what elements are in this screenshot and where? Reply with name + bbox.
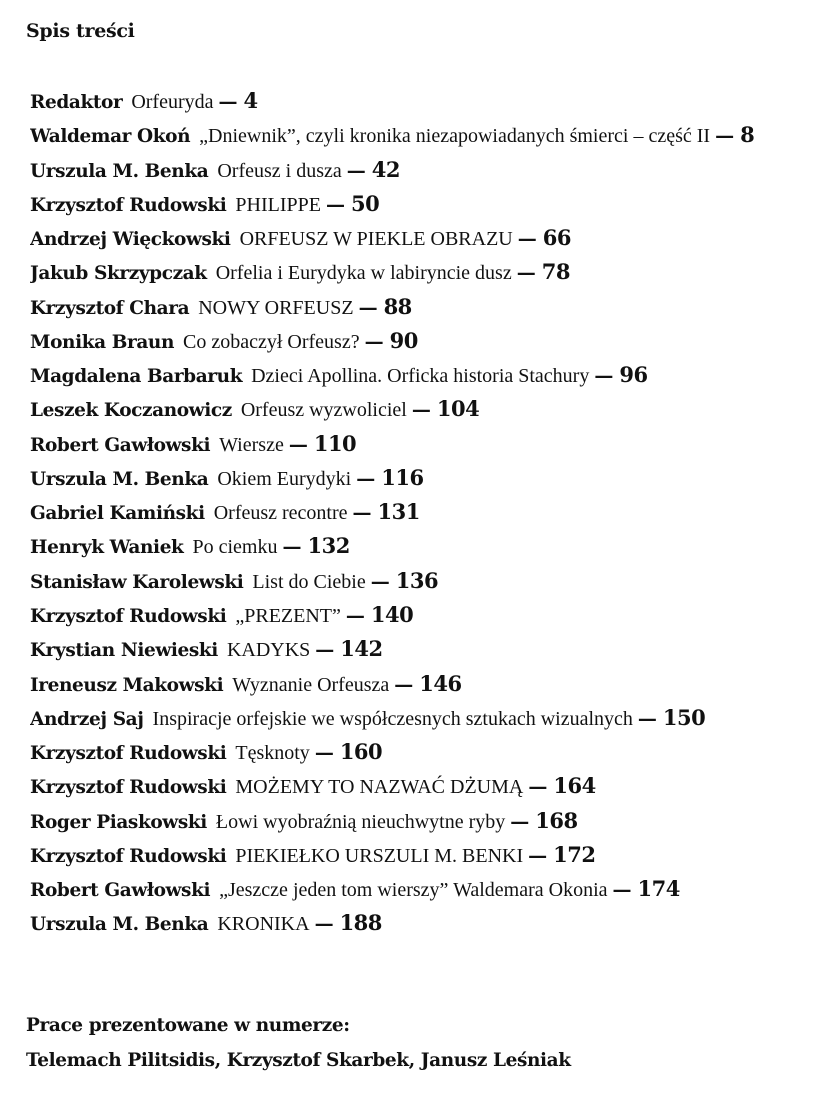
entry-title: Wiersze bbox=[219, 433, 284, 456]
entry-author: Leszek Koczanowicz bbox=[30, 400, 232, 422]
entry-title: Orfeuryda bbox=[131, 91, 214, 113]
entry-author: Waldemar Okoń bbox=[30, 126, 191, 148]
entry-page-number: 140 bbox=[370, 601, 414, 627]
entry-title: Inspiracje orfejskie we współczesnych sztukach wizualnych bbox=[152, 707, 633, 730]
entry-page-number: 172 bbox=[553, 841, 596, 867]
entry-dash: — bbox=[314, 913, 334, 936]
entry-author: Robert Gawłowski bbox=[30, 434, 211, 456]
entry-author: Magdalena Barbaruk bbox=[30, 366, 243, 388]
entry-author: Krzysztof Rudowski bbox=[30, 743, 227, 765]
entry-author: Krzysztof Rudowski bbox=[30, 777, 227, 799]
entry-dash: — bbox=[517, 228, 537, 251]
entry-author: Henryk Waniek bbox=[30, 537, 184, 559]
entry-page-number: 174 bbox=[637, 876, 680, 902]
entry-author: Krzysztof Rudowski bbox=[30, 605, 227, 627]
featured-works-section bbox=[26, 1008, 571, 1078]
entry-page-number: 88 bbox=[383, 293, 412, 319]
entry-author: Jakub Skrzypczak bbox=[30, 263, 207, 285]
entry-page-number: 78 bbox=[541, 259, 570, 285]
toc-entry bbox=[30, 564, 832, 598]
entry-author: Redaktor bbox=[30, 92, 123, 113]
toc-entry bbox=[30, 735, 832, 769]
entry-dash: — bbox=[411, 399, 431, 422]
entry-author: Andrzej Więckowski bbox=[30, 229, 231, 251]
entry-page-number: 136 bbox=[395, 567, 439, 593]
entry-page-number: 131 bbox=[377, 499, 420, 525]
entry-page-number: 150 bbox=[662, 704, 706, 730]
entry-dash: — bbox=[345, 604, 365, 627]
entry-author: Stanisław Karolewski bbox=[30, 571, 244, 593]
toc-entry bbox=[30, 701, 832, 735]
toc-entry bbox=[30, 667, 832, 701]
entry-page-number: 90 bbox=[389, 327, 418, 353]
entry-page-number: 4 bbox=[243, 88, 258, 113]
entry-title: Okiem Eurydyki bbox=[217, 467, 352, 490]
entry-title: PHILIPPE bbox=[235, 193, 321, 216]
entry-page-number: 96 bbox=[619, 362, 648, 388]
entry-dash: — bbox=[358, 296, 378, 319]
toc-entry bbox=[30, 804, 832, 838]
entry-dash: — bbox=[315, 639, 335, 662]
page-title: Spis treści bbox=[26, 20, 135, 42]
entry-dash: — bbox=[314, 742, 334, 765]
entry-title: PIEKIEŁKO URSZULI M. BENKI bbox=[235, 844, 524, 867]
entry-dash: — bbox=[637, 707, 657, 730]
entry-title: Orfeusz i dusza bbox=[217, 159, 342, 182]
entry-author: Gabriel Kamiński bbox=[30, 503, 205, 525]
toc-entry bbox=[30, 906, 832, 940]
toc-entry bbox=[30, 221, 832, 255]
entry-dash: — bbox=[364, 330, 384, 353]
entry-dash: — bbox=[370, 570, 390, 593]
entry-dash: — bbox=[528, 776, 548, 799]
entry-page-number: 168 bbox=[535, 807, 578, 833]
entry-page-number: 188 bbox=[339, 910, 382, 936]
entry-title: Łowi wyobraźnią nieuchwytne ryby bbox=[215, 810, 506, 833]
entry-author: Urszula M. Benka bbox=[30, 468, 209, 490]
entry-author: Krzysztof Rudowski bbox=[30, 194, 227, 216]
entry-dash: — bbox=[594, 365, 614, 388]
entry-page-number: 110 bbox=[313, 430, 357, 456]
toc-entry bbox=[30, 529, 832, 563]
entry-title: KRONIKA bbox=[217, 913, 310, 936]
entry-dash: — bbox=[510, 810, 530, 833]
toc-entry bbox=[30, 495, 832, 529]
entry-page-number: 164 bbox=[553, 773, 596, 799]
entry-title: NOWY ORFEUSZ bbox=[198, 296, 354, 319]
toc-entry bbox=[30, 324, 832, 358]
toc-entry bbox=[30, 153, 832, 187]
entry-title: Po ciemku bbox=[192, 536, 278, 559]
entry-dash: — bbox=[352, 502, 372, 525]
entry-title: KADYKS bbox=[226, 639, 311, 662]
entry-title: „PREZENT” bbox=[235, 604, 341, 627]
entry-author: Robert Gawłowski bbox=[30, 880, 211, 902]
entry-title: Tęsknoty bbox=[235, 742, 310, 765]
featured-artists: Telemach Pilitsidis, Krzysztof Skarbek, Janusz Leśniak bbox=[26, 1050, 571, 1071]
entry-dash: — bbox=[394, 673, 414, 696]
entry-title: Orfeusz recontre bbox=[213, 502, 348, 525]
toc-entry bbox=[30, 392, 832, 426]
entry-dash: — bbox=[346, 159, 366, 182]
toc-entry bbox=[30, 290, 832, 324]
toc-entry bbox=[30, 461, 832, 495]
toc-entry bbox=[30, 427, 832, 461]
entry-page-number: 66 bbox=[542, 225, 571, 251]
toc-entry bbox=[30, 358, 832, 392]
entry-author: Andrzej Saj bbox=[30, 708, 144, 730]
entry-author: Monika Braun bbox=[30, 331, 175, 353]
entry-title: Wyznanie Orfeusza bbox=[232, 673, 390, 696]
entry-page-number: 160 bbox=[339, 739, 383, 765]
featured-works-label: Prace prezentowane w numerze: bbox=[26, 1015, 350, 1036]
entry-page-number: 8 bbox=[740, 122, 755, 148]
entry-title: „Jeszcze jeden tom wierszy” Waldemara Okonia bbox=[219, 879, 608, 902]
entry-author: Krystian Niewieski bbox=[30, 640, 218, 662]
entry-dash: — bbox=[516, 262, 536, 285]
entry-title: Orfelia i Eurydyka w labiryncie dusz bbox=[215, 262, 512, 285]
toc-entry bbox=[30, 84, 832, 118]
entry-dash: — bbox=[282, 536, 302, 559]
toc-entry bbox=[30, 632, 832, 666]
toc-entry bbox=[30, 872, 832, 906]
entry-dash: — bbox=[612, 879, 632, 902]
entry-title: List do Ciebie bbox=[252, 570, 366, 593]
entry-dash: — bbox=[288, 433, 308, 456]
entry-page-number: 142 bbox=[340, 636, 383, 662]
entry-page-number: 132 bbox=[307, 533, 350, 559]
entry-page-number: 146 bbox=[419, 670, 462, 696]
entry-author: Urszula M. Benka bbox=[30, 914, 209, 936]
toc-list bbox=[30, 84, 832, 941]
entry-title: ORFEUSZ W PIEKLE OBRAZU bbox=[239, 228, 513, 251]
toc-entry bbox=[30, 187, 832, 221]
entry-title: Co zobaczył Orfeusz? bbox=[183, 330, 360, 353]
entry-page-number: 42 bbox=[371, 156, 400, 182]
entry-dash: — bbox=[325, 193, 345, 216]
entry-page-number: 104 bbox=[436, 396, 480, 422]
toc-entry bbox=[30, 255, 832, 289]
entry-author: Ireneusz Makowski bbox=[30, 674, 224, 696]
toc-entry bbox=[30, 598, 832, 632]
entry-author: Krzysztof Chara bbox=[30, 297, 190, 319]
entry-title: „Dniewnik”, czyli kronika niezapowiadanych śmierci – część II bbox=[199, 125, 711, 148]
entry-author: Urszula M. Benka bbox=[30, 160, 209, 182]
entry-dash: — bbox=[356, 467, 376, 490]
toc-entry bbox=[30, 118, 832, 152]
entry-author: Roger Piaskowski bbox=[30, 811, 207, 833]
entry-dash: — bbox=[715, 125, 735, 148]
toc-entry bbox=[30, 769, 832, 803]
entry-dash: — bbox=[528, 844, 548, 867]
entry-page-number: 116 bbox=[381, 464, 424, 490]
entry-title: MOŻEMY TO NAZWAĆ DŻUMĄ bbox=[235, 776, 524, 799]
entry-title: Orfeusz wyzwoliciel bbox=[240, 399, 407, 422]
entry-author: Krzysztof Rudowski bbox=[30, 845, 227, 867]
entry-page-number: 50 bbox=[350, 190, 380, 216]
toc-entry bbox=[30, 838, 832, 872]
entry-dash: — bbox=[218, 91, 238, 113]
entry-title: Dzieci Apollina. Orficka historia Stachury bbox=[251, 365, 590, 388]
